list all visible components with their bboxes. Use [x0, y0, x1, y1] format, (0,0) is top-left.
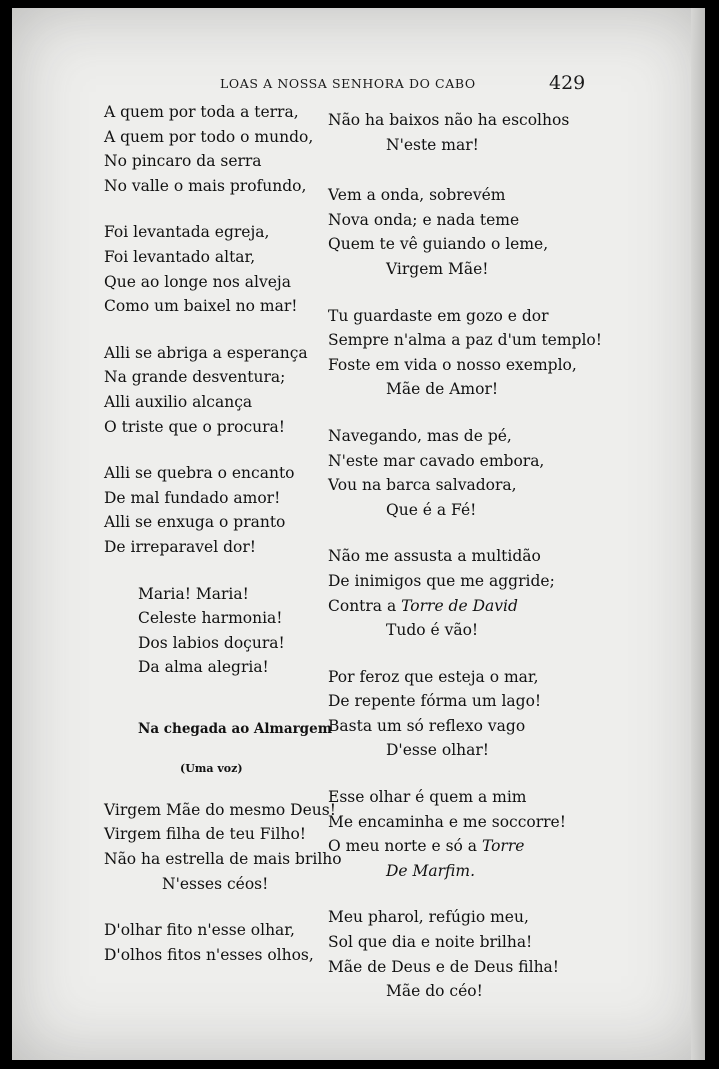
- verse-line: Como um baixel no mar!: [104, 297, 298, 316]
- verse-line: Virgem Mãe do mesmo Deus!: [104, 800, 336, 819]
- section-subheading: Na chegada ao Almargem: [138, 720, 332, 737]
- voice-note: (Uma voz): [180, 761, 243, 775]
- verse-line: Nova onda; e nada teme: [328, 210, 520, 229]
- verse-line: D'olhar fito n'esse olhar,: [104, 921, 295, 940]
- verse-line: A quem por toda a terra,: [104, 103, 299, 121]
- left-stanza-5: [104, 582, 339, 680]
- left-stanza-7: [104, 918, 339, 967]
- verse-line: Foi levantada egreja,: [104, 223, 270, 242]
- verse-line: Tu guardaste em gozo e dor: [328, 306, 549, 325]
- verse-line: Vem a onda, sobrevém: [328, 186, 506, 205]
- verse-italic: Torre de David: [401, 596, 518, 615]
- verse-line: A quem por todo o mundo,: [104, 127, 314, 146]
- verse-italic: Torre: [481, 837, 525, 856]
- verse-line: Navegando, mas de pé,: [328, 426, 512, 445]
- verse-line: Sol que dia e noite brilha!: [328, 933, 533, 952]
- right-stanza-1: [328, 108, 600, 157]
- right-stanza-5: [328, 544, 600, 642]
- verse-line: Alli auxilio alcança: [104, 392, 253, 411]
- verse-text: Contra a: [328, 596, 397, 615]
- verse-line: N'esses céos!: [162, 874, 269, 893]
- verse-line: Dos labios doçura!: [138, 633, 285, 652]
- verse-line: D'olhos fitos n'esses olhos,: [104, 945, 314, 964]
- right-column: [328, 108, 600, 1004]
- right-stanza-7: [328, 785, 600, 883]
- verse-line: O triste que o procura!: [104, 417, 285, 436]
- verse-text: O meu norte e só a: [328, 837, 478, 856]
- page-number: 429: [549, 72, 586, 94]
- verse-line: Virgem filha de teu Filho!: [104, 825, 306, 844]
- verse-line: Não ha baixos não ha escolhos: [328, 111, 570, 129]
- verse-line: Mãe de Deus e de Deus filha!: [328, 957, 560, 976]
- left-stanza-2: [104, 220, 339, 318]
- page-edge: [691, 8, 705, 1060]
- right-stanza-3: [328, 304, 600, 402]
- verse-line: Sempre n'alma a paz d'um templo!: [328, 331, 602, 350]
- verse-line: [328, 834, 600, 859]
- verse-line: De Marfim.: [386, 861, 476, 880]
- verse-line: De inimigos que me aggride;: [328, 571, 555, 590]
- verse-line: Por feroz que esteja o mar,: [328, 667, 539, 686]
- verse-line: Me encaminha e me soccorre!: [328, 812, 566, 831]
- verse-line: Alli se enxuga o pranto: [104, 513, 286, 532]
- verse-line: Tudo é vão!: [386, 621, 479, 640]
- verse-line: Que é a Fé!: [386, 500, 477, 519]
- verse-line: No valle o mais profundo,: [104, 176, 307, 195]
- page-header: [12, 72, 705, 96]
- verse-line: Foste em vida o nosso exemplo,: [328, 355, 577, 374]
- verse-line: [328, 594, 600, 619]
- verse-line: Mãe de Amor!: [386, 380, 499, 399]
- verse-line: Alli se abriga a esperança: [104, 343, 308, 362]
- verse-line: Que ao longe nos alveja: [104, 272, 291, 291]
- verse-line: Na grande desventura;: [104, 368, 286, 387]
- verse-line: Mãe do céo!: [386, 982, 483, 1001]
- verse-line: Meu pharol, refúgio meu,: [328, 908, 529, 927]
- verse-line: Da alma alegria!: [138, 658, 269, 677]
- verse-line: N'este mar cavado embora,: [328, 451, 545, 470]
- verse-line: Alli se quebra o encanto: [104, 464, 295, 483]
- verse-line: De irreparavel dor!: [104, 537, 256, 556]
- verse-line: Quem te vê guiando o leme,: [328, 235, 549, 254]
- verse-line: Esse olhar é quem a mim: [328, 788, 527, 807]
- left-column: [104, 100, 342, 967]
- verse-line: No pincaro da serra: [104, 152, 262, 171]
- verse-line: Maria! Maria!: [138, 584, 249, 603]
- verse-line: D'esse olhar!: [386, 741, 490, 760]
- verse-line: De mal fundado amor!: [104, 488, 281, 507]
- running-title: LOAS A NOSSA SENHORA DO CABO: [220, 76, 476, 91]
- book-page: [12, 8, 705, 1060]
- verse-line: N'este mar!: [386, 135, 479, 154]
- left-stanza-3: [104, 341, 339, 439]
- verse-line: Não ha estrella de mais brilho: [104, 850, 342, 869]
- verse-line: Não me assusta a multidão: [328, 547, 541, 566]
- right-stanza-2: [328, 183, 600, 281]
- right-stanza-6: [328, 665, 600, 763]
- left-stanza-1: [104, 100, 339, 198]
- right-stanza-8: [328, 905, 600, 1003]
- right-stanza-4: [328, 424, 600, 522]
- verse-line: De repente fórma um lago!: [328, 692, 542, 711]
- left-stanza-4: [104, 461, 339, 559]
- verse-line: Vou na barca salvadora,: [328, 476, 517, 495]
- left-stanza-6: [104, 798, 342, 896]
- verse-line: Basta um só reflexo vago: [328, 716, 526, 735]
- verse-line: Foi levantado altar,: [104, 247, 256, 266]
- verse-line: Celeste harmonia!: [138, 609, 283, 628]
- verse-line: Virgem Mãe!: [386, 259, 489, 278]
